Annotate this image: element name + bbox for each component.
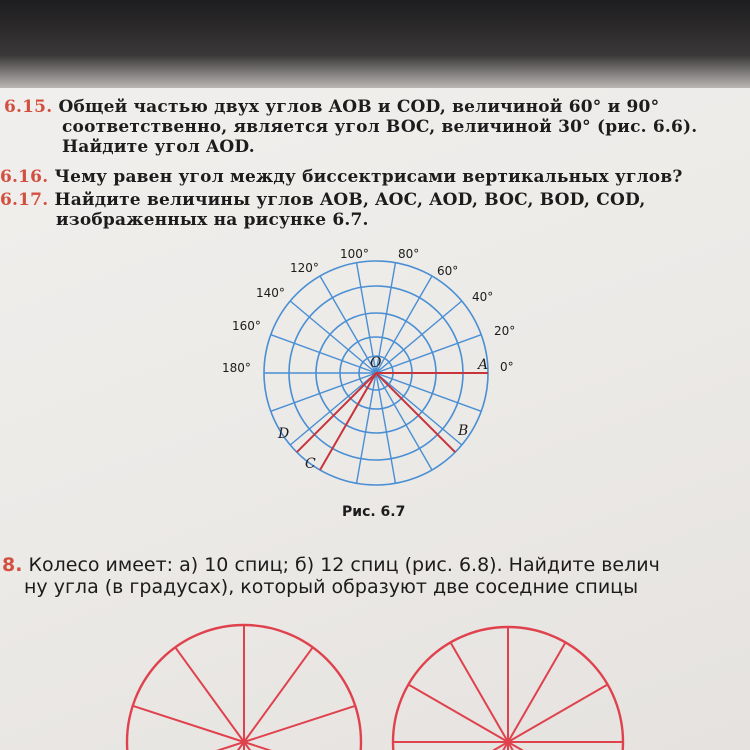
problem-line: Найдите величины углов AOB, AOC, AOD, BOC, BOD, COD,: [54, 190, 646, 210]
center-label-o: O: [370, 355, 382, 371]
wheel-spoke: [133, 742, 244, 750]
wheel-spoke: [508, 742, 608, 750]
angle-tick-label: 20°: [494, 324, 516, 338]
angle-tick-label: 100°: [340, 247, 369, 261]
problem-line: Чему равен угол между биссектрисами вертикальных углов?: [54, 167, 683, 187]
problem-number: 8.: [2, 554, 23, 576]
problem-line: соответственно, является угол BOC, величиной 30° (рис. 6.6).: [62, 117, 698, 137]
problem-number: 6.15.: [4, 97, 53, 117]
wheel-spoke: [508, 642, 566, 742]
point-label-a: A: [478, 357, 489, 373]
angle-tick-label: 160°: [232, 319, 261, 333]
problem-line: Найдите угол AOD.: [62, 137, 255, 157]
wheel-spoke: [508, 685, 608, 743]
problem-number: 6.17.: [0, 190, 49, 210]
point-label-c: C: [305, 456, 316, 472]
wheel-spoke: [244, 706, 355, 742]
angle-tick-label: 180°: [222, 361, 251, 375]
angle-tick-label: 60°: [437, 264, 459, 278]
wheel-spoke: [244, 647, 313, 742]
figure-caption: Рис. 6.7: [342, 504, 406, 520]
wheel-spoke: [408, 685, 508, 743]
problem-line: Колесо имеет: а) 10 спиц; б) 12 спиц (рис. 6.8). Найдите велич: [28, 554, 660, 576]
problem-number: 6.16.: [0, 167, 49, 187]
problem-line: ну угла (в градусах), который образуют две соседние спицы: [24, 576, 639, 598]
wheel-spoke: [451, 642, 509, 742]
angle-tick-label: 0°: [500, 360, 514, 374]
problem-line: изображенных на рисунке 6.7.: [56, 210, 369, 230]
angle-tick-label: 80°: [398, 247, 420, 261]
point-label-b: B: [458, 423, 469, 439]
angle-tick-label: 120°: [290, 261, 319, 275]
wheel-spoke: [175, 647, 244, 742]
wheel-spoke: [133, 706, 244, 742]
wheel-spoke: [408, 742, 508, 750]
wheel-spoke: [244, 742, 355, 750]
point-label-d: D: [278, 426, 290, 442]
problem-line: Общей частью двух углов AOB и COD, величиной 60° и 90°: [58, 97, 660, 117]
angle-tick-label: 140°: [256, 286, 285, 300]
angle-tick-label: 40°: [472, 290, 494, 304]
